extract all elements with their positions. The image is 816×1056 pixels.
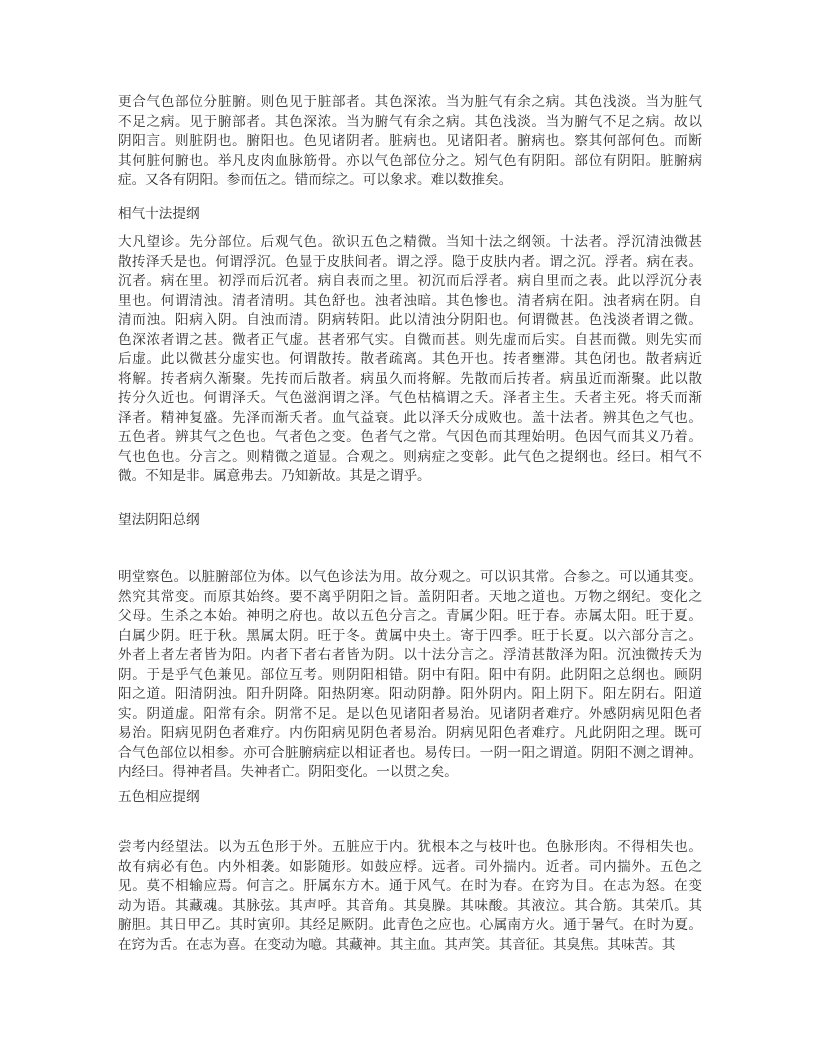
text-line: 症。又各有阴阳。参而伍之。错而综之。可以象求。难以数推矣。 [118, 172, 513, 188]
text-line: 尝考内经望法。以为五色形于外。五脏应于内。犹根本之与枝叶也。色脉形肉。不得相失也。 [118, 839, 702, 855]
text-line: 散抟泽夭是也。何谓浮沉。色显于皮肤间者。谓之浮。隐于皮肤内者。谓之沉。浮者。病在表。 [118, 253, 702, 270]
text-line: 动为语。其藏魂。其脉弦。其声呼。其音角。其臭臊。其味酸。其液泣。其合筋。其荣爪。其 [118, 897, 702, 914]
text-line: 见。莫不相输应焉。何言之。肝属东方木。通于风气。在时为春。在窍为目。在志为怒。在变 [118, 878, 702, 894]
paragraph-ten-methods [118, 233, 702, 487]
paragraph-yin-yang [118, 568, 702, 783]
text-line: 父母。生杀之本始。神明之府也。故以五色分言之。青属少阳。旺于春。赤属太阳。旺于夏。 [118, 608, 702, 624]
text-line: 实。阴道虚。阳常有余。阴常不足。是以色见诸阳者易治。见诸阴者难疗。外感阴病见阳色者 [118, 705, 702, 722]
text-line: 泽者。精神复盛。先泽而渐夭者。血气益衰。此以泽夭分成败也。盖十法者。辨其色之气也。 [118, 409, 702, 426]
text-line: 故有病必有色。内外相袭。如影随形。如鼓应桴。远者。司外揣内。近者。司内揣外。五色之 [118, 858, 702, 875]
text-line: 微。不知是非。属意弗去。乃知新故。其是之谓乎。 [118, 468, 431, 484]
text-line: 内经曰。得神者昌。失神者亡。阴阳变化。一以贯之矣。 [118, 764, 458, 780]
text-line: 将解。抟者病久渐聚。先抟而后散者。病虽久而将解。先散而后抟者。病虽近而渐聚。此以散 [118, 370, 702, 387]
text-line: 五色者。辨其气之色也。气者色之变。色者气之常。气因色而其理始明。色因气而其义乃着。 [118, 429, 702, 445]
section-heading-yin-yang: 望法阴阳总纲 [118, 512, 200, 528]
text-line: 阴阳言。则脏阴也。腑阳也。色见诸阴者。脏病也。见诸阳者。腑病也。察其何部何色。而断 [118, 133, 702, 149]
text-line: 气也色也。分言之。则精微之道显。合观之。则病症之变彰。此气色之提纲也。经曰。相气不 [118, 448, 702, 465]
text-line: 易治。阳病见阴色者难疗。内伤阳病见阴色者易治。阴病见阳色者难疗。凡此阴阳之理。既可 [118, 725, 702, 741]
text-line: 明堂察色。以脏腑部位为体。以气色诊法为用。故分观之。可以识其常。合参之。可以通其变。 [118, 569, 702, 585]
paragraph-five-colors [118, 838, 702, 955]
text-line: 里也。何谓清浊。清者清明。其色舒也。浊者浊暗。其色惨也。清者病在阳。浊者病在阴。自 [118, 292, 702, 309]
text-line: 色深浓者谓之甚。微者正气虚。甚者邪气实。自微而甚。则先虚而后实。自甚而微。则先实而 [118, 331, 702, 348]
text-line: 更合气色部位分脏腑。则色见于脏部者。其色深浓。当为脏气有余之病。其色浅淡。当为脏气 [118, 94, 702, 110]
text-line: 阳之道。阳清阴浊。阳升阴降。阳热阴寒。阳动阴静。阳外阴内。阳上阴下。阳左阴右。阳道 [118, 686, 702, 702]
text-line: 腑胆。其日甲乙。其时寅卯。其经足厥阴。此青色之应也。心属南方火。通于暑气。在时为夏。 [118, 917, 702, 933]
text-line: 白属少阴。旺于秋。黑属太阴。旺于冬。黄属中央土。寄于四季。旺于长夏。以六部分言之。 [118, 627, 702, 644]
text-line: 阴。于是乎气色兼见。部位互考。则阴阳相错。阴中有阳。阳中有阴。此阴阳之总纲也。顾阴 [118, 666, 702, 683]
text-line: 然究其常变。而原其始终。要不离乎阴阳之旨。盖阴阳者。天地之道也。万物之纲纪。变化之 [118, 588, 702, 605]
text-line: 其何脏何腑也。举凡皮肉血脉筋骨。亦以气色部位分之。矧气色有阴阳。部位有阴阳。脏腑病 [118, 152, 702, 169]
text-line: 抟分久近也。何谓泽夭。气色滋润谓之泽。气色枯槁谓之夭。泽者主生。夭者主死。将夭而渐 [118, 390, 702, 406]
text-line: 清而浊。阳病入阴。自浊而清。阴病转阳。此以清浊分阴阳也。何谓微甚。色浅淡者谓之微。 [118, 312, 702, 328]
text-line: 在窍为舌。在志为喜。在变动为噫。其藏神。其主血。其声笑。其音征。其臭焦。其味苦。其 [118, 936, 676, 953]
paragraph-intro [118, 93, 702, 191]
text-line: 合气色部位以相参。亦可合脏腑病症以相证者也。易传曰。一阴一阳之谓道。阴阳不测之谓神。 [118, 744, 702, 761]
section-heading-ten-methods: 相气十法提纲 [118, 206, 200, 222]
section-heading-five-colors: 五色相应提纲 [118, 789, 200, 805]
text-line: 后虚。此以微甚分虚实也。何谓散抟。散者疏离。其色开也。抟者壅滞。其色闭也。散者病近 [118, 351, 702, 367]
text-line: 外者上者左者皆为阳。内者下者右者皆为阴。以十法分言之。浮清甚散泽为阳。沉浊微抟夭为 [118, 647, 702, 663]
text-line: 大凡望诊。先分部位。后观气色。欲识五色之精微。当知十法之纲领。十法者。浮沉清浊微甚 [118, 234, 702, 250]
text-line: 不足之病。见于腑部者。其色深浓。当为腑气有余之病。其色浅淡。当为腑气不足之病。故以 [118, 113, 702, 130]
text-line: 沉者。病在里。初浮而后沉者。病自表而之里。初沉而后浮者。病自里而之表。此以浮沉分表 [118, 273, 702, 289]
